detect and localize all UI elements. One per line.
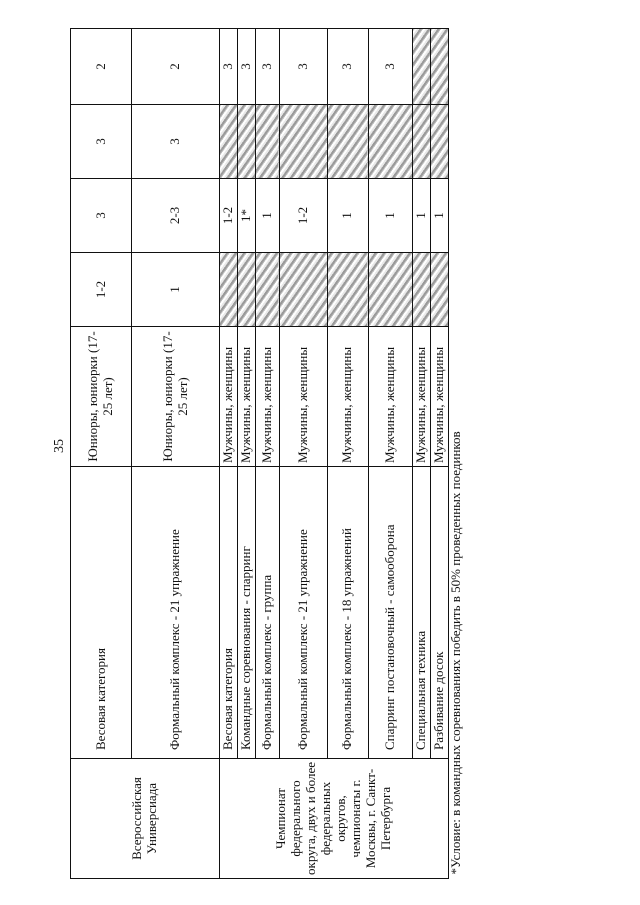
event-cell: Формальный комплекс - 21 упражнение [132,467,220,759]
event-cell: Специальная техника [412,467,430,759]
hatched-cell [255,253,279,327]
table-row [71,29,132,879]
age-cell: Мужчины, женщины [220,327,238,467]
value-cell: 1 [430,179,448,253]
table-row [412,29,430,879]
event-cell: Командные соревнования - спарринг [237,467,255,759]
age-cell: Мужчины, женщины [237,327,255,467]
event-cell: Формальный комплекс - 18 упражнений [327,467,368,759]
event-cell: Спарринг постановочный - самооборона [368,467,412,759]
age-cell: Мужчины, женщины [327,327,368,467]
value-cell: 2 [132,29,220,105]
table-row [132,29,220,879]
page-number: 35 [52,439,67,453]
table-row [430,29,448,879]
hatched-cell [279,253,327,327]
value-cell: 2 [71,29,132,105]
value-cell: 3 [71,179,132,253]
age-cell: Мужчины, женщины [368,327,412,467]
event-cell: Разбивание досок [430,467,448,759]
hatched-cell [430,253,448,327]
footnote-row [448,29,463,879]
event-cell: Весовая категория [220,467,238,759]
table-row [220,29,238,879]
value-cell: 3 [327,29,368,105]
hatched-cell [237,105,255,179]
hatched-cell [220,105,238,179]
value-cell: 3 [255,29,279,105]
hatched-cell [327,253,368,327]
age-cell: Юниоры, юниорки (17-25 лет) [132,327,220,467]
event-cell: Весовая категория [71,467,132,759]
value-cell: 1 [132,253,220,327]
hatched-cell [412,105,430,179]
value-cell: 1 [368,179,412,253]
value-cell: 3 [368,29,412,105]
hatched-cell [368,105,412,179]
hatched-cell [368,253,412,327]
value-cell: 1 [327,179,368,253]
competition-cell: Чемпионат федерального округа, двух и более федеральных округов, чемпионаты г. Москвы, г. Санкт-Петербурга [220,759,449,879]
hatched-cell [255,105,279,179]
hatched-cell [430,29,448,105]
footnote: *Условие: в командных соревнованиях победить в 50% проведенных поединков [447,431,463,875]
value-cell: 3 [279,29,327,105]
value-cell: 1-2 [220,179,238,253]
value-cell: 1 [412,179,430,253]
value-cell: 1* [237,179,255,253]
rotated-table-wrapper [70,29,463,879]
event-cell: Формальный комплекс - 21 упражнение [279,467,327,759]
hatched-cell [220,253,238,327]
age-cell: Мужчины, женщины [412,327,430,467]
value-cell: 3 [220,29,238,105]
table-row [368,29,412,879]
table-row [327,29,368,879]
value-cell: 3 [71,105,132,179]
value-cell: 1 [255,179,279,253]
value-cell: 3 [132,105,220,179]
rank-requirements-table [70,28,464,879]
table-row [255,29,279,879]
table-row [279,29,327,879]
age-cell: Мужчины, женщины [430,327,448,467]
hatched-cell [412,253,430,327]
age-cell: Мужчины, женщины [279,327,327,467]
value-cell: 1-2 [71,253,132,327]
hatched-cell [237,253,255,327]
hatched-cell [327,105,368,179]
event-cell: Формальный комплекс - группа [255,467,279,759]
hatched-cell [412,29,430,105]
age-cell: Юниоры, юниорки (17-25 лет) [71,327,132,467]
age-cell: Мужчины, женщины [255,327,279,467]
hatched-cell [279,105,327,179]
value-cell: 1-2 [279,179,327,253]
hatched-cell [430,105,448,179]
competition-cell: Всероссийская Универсиада [71,759,220,879]
value-cell: 3 [237,29,255,105]
table-row [237,29,255,879]
value-cell: 2-3 [132,179,220,253]
